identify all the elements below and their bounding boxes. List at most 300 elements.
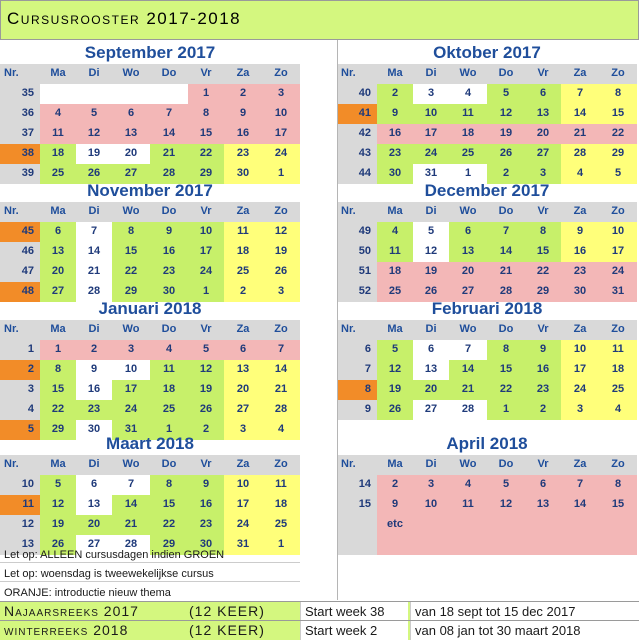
day-cell: 30	[150, 282, 188, 302]
column-header: Do	[487, 202, 525, 222]
day-cell: 18	[377, 262, 413, 282]
day-cell: 22	[599, 124, 637, 144]
day-cell: 20	[525, 124, 561, 144]
day-cell: 12	[188, 360, 224, 380]
day-cell: 9	[76, 360, 112, 380]
day-cell: 16	[150, 242, 188, 262]
week-number: 12	[0, 515, 40, 535]
week-number: 49	[337, 222, 377, 242]
day-cell: 26	[413, 282, 449, 302]
column-header: Di	[76, 455, 112, 475]
column-header: Ma	[377, 455, 413, 475]
column-header: Wo	[112, 320, 150, 340]
day-cell: 15	[599, 495, 637, 515]
day-cell: 14	[487, 242, 525, 262]
column-header: Nr.	[0, 320, 40, 340]
day-cell: 13	[525, 104, 561, 124]
week-number: 10	[0, 475, 40, 495]
day-cell	[76, 84, 112, 104]
day-cell: 20	[449, 262, 487, 282]
day-cell: 21	[76, 262, 112, 282]
day-cell: 20	[413, 380, 449, 400]
day-cell: 6	[40, 222, 76, 242]
day-cell: 15	[112, 242, 150, 262]
week-number: 41	[337, 104, 377, 124]
week-number: 50	[337, 242, 377, 262]
day-cell: 14	[449, 360, 487, 380]
day-cell: 22	[112, 262, 150, 282]
week-number: 15	[337, 495, 377, 515]
day-cell: 11	[224, 222, 262, 242]
month-title: Januari 2018	[98, 299, 202, 318]
column-header: Di	[413, 320, 449, 340]
day-cell: 26	[262, 262, 300, 282]
day-cell: 17	[262, 124, 300, 144]
day-cell: 1	[40, 340, 76, 360]
day-cell: 17	[188, 242, 224, 262]
column-header: Za	[561, 64, 599, 84]
column-header: Nr.	[0, 202, 40, 222]
column-header: Vr	[188, 455, 224, 475]
day-cell: 2	[76, 340, 112, 360]
month-title: November 2017	[87, 181, 213, 200]
day-cell: 5	[487, 84, 525, 104]
day-cell: 14	[112, 495, 150, 515]
day-cell: 4	[377, 222, 413, 242]
week-number: 51	[337, 262, 377, 282]
day-cell: 11	[449, 495, 487, 515]
day-cell: 31	[413, 164, 449, 184]
week-number: 39	[0, 164, 40, 184]
day-cell	[150, 84, 188, 104]
day-cell: 24	[561, 380, 599, 400]
day-cell: 16	[561, 242, 599, 262]
day-cell: 28	[262, 400, 300, 420]
day-cell: 15	[599, 104, 637, 124]
column-header: Nr.	[337, 455, 377, 475]
column-header: Do	[150, 202, 188, 222]
day-cell: 7	[561, 84, 599, 104]
column-header: Vr	[525, 64, 561, 84]
day-cell: 6	[112, 104, 150, 124]
day-cell: 12	[487, 495, 525, 515]
day-cell: 15	[188, 124, 224, 144]
column-header: Do	[150, 320, 188, 340]
day-cell: 5	[487, 475, 525, 495]
day-cell: 26	[76, 164, 112, 184]
column-header: Za	[224, 320, 262, 340]
day-cell: 19	[377, 380, 413, 400]
day-cell	[487, 515, 525, 535]
column-header: Ma	[40, 64, 76, 84]
day-cell: 8	[599, 84, 637, 104]
day-cell: 8	[40, 360, 76, 380]
day-cell: 4	[40, 104, 76, 124]
day-cell: 17	[224, 495, 262, 515]
day-cell: 13	[112, 124, 150, 144]
day-cell: 9	[377, 495, 413, 515]
column-header: Do	[150, 64, 188, 84]
day-cell: 25	[40, 164, 76, 184]
week-number: 46	[0, 242, 40, 262]
day-cell: 22	[150, 515, 188, 535]
day-cell: 26	[188, 400, 224, 420]
day-cell: 7	[262, 340, 300, 360]
column-header: Di	[413, 455, 449, 475]
day-cell: 13	[449, 242, 487, 262]
week-number: 43	[337, 144, 377, 164]
day-cell: 13	[525, 495, 561, 515]
day-cell: 7	[449, 340, 487, 360]
day-cell: 3	[112, 340, 150, 360]
day-cell: 8	[112, 222, 150, 242]
day-cell: 1	[188, 282, 224, 302]
day-cell: 2	[377, 84, 413, 104]
day-cell: 7	[561, 475, 599, 495]
day-cell: 4	[449, 84, 487, 104]
day-cell: 4	[599, 400, 637, 420]
day-cell: 12	[487, 104, 525, 124]
day-cell: 20	[112, 144, 150, 164]
day-cell: 28	[76, 282, 112, 302]
week-number: 47	[0, 262, 40, 282]
series-count: (12 KEER)	[189, 603, 265, 619]
day-cell: 24	[262, 144, 300, 164]
day-cell: 19	[262, 242, 300, 262]
day-cell: 17	[599, 242, 637, 262]
day-cell: 4	[262, 420, 300, 440]
day-cell: 10	[112, 360, 150, 380]
day-cell	[112, 84, 150, 104]
week-number: 7	[337, 360, 377, 380]
day-cell: 26	[40, 535, 76, 555]
day-cell: 1	[262, 164, 300, 184]
day-cell: 12	[413, 242, 449, 262]
column-header: Zo	[262, 455, 300, 475]
day-cell: 2	[487, 164, 525, 184]
day-cell: 10	[262, 104, 300, 124]
day-cell: 25	[150, 400, 188, 420]
week-number: 4	[0, 400, 40, 420]
day-cell: 4	[561, 164, 599, 184]
column-header: Zo	[599, 202, 637, 222]
day-cell: 6	[525, 475, 561, 495]
day-cell: 13	[413, 360, 449, 380]
day-cell: 16	[377, 124, 413, 144]
day-cell: 23	[188, 515, 224, 535]
day-cell: 25	[599, 380, 637, 400]
day-cell: 14	[262, 360, 300, 380]
day-cell: 11	[377, 242, 413, 262]
column-header: Di	[413, 64, 449, 84]
day-cell: 23	[377, 144, 413, 164]
day-cell: 9	[150, 222, 188, 242]
day-cell	[413, 515, 449, 535]
day-cell: 27	[40, 282, 76, 302]
day-cell: 28	[112, 535, 150, 555]
day-cell: 20	[224, 380, 262, 400]
column-header: Wo	[112, 64, 150, 84]
day-cell: 18	[40, 144, 76, 164]
note-wednesday: Let op: woensdag is tweewekelijkse cursus	[0, 564, 300, 582]
day-cell: 12	[40, 495, 76, 515]
day-cell: 23	[150, 262, 188, 282]
column-header: Wo	[449, 64, 487, 84]
day-cell: 6	[449, 222, 487, 242]
day-cell: 10	[599, 222, 637, 242]
day-cell: 14	[561, 495, 599, 515]
column-header: Ma	[377, 202, 413, 222]
month-title: Februari 2018	[431, 299, 543, 318]
day-cell: 28	[449, 400, 487, 420]
column-header: Ma	[40, 320, 76, 340]
day-cell: 11	[449, 104, 487, 124]
day-cell: 9	[188, 475, 224, 495]
day-cell: 15	[150, 495, 188, 515]
series-range: van 18 sept tot 15 dec 2017	[410, 602, 639, 621]
day-cell: 5	[377, 340, 413, 360]
day-cell: 18	[150, 380, 188, 400]
column-header: Zo	[262, 320, 300, 340]
day-cell: 3	[561, 400, 599, 420]
day-cell: 13	[40, 242, 76, 262]
day-cell: 27	[413, 400, 449, 420]
day-cell: 18	[224, 242, 262, 262]
page-title: Cursusrooster 2017-2018	[0, 0, 639, 40]
column-header: Za	[224, 455, 262, 475]
day-cell: 31	[599, 282, 637, 302]
note-orange: ORANJE: introductie nieuw thema	[4, 587, 171, 599]
week-number: 2	[0, 360, 40, 380]
day-cell: 9	[224, 104, 262, 124]
day-cell: 14	[561, 104, 599, 124]
series-range: van 08 jan tot 30 maart 2018	[410, 621, 639, 640]
week-number: 8	[337, 380, 377, 400]
day-cell: 10	[188, 222, 224, 242]
day-cell: 6	[525, 84, 561, 104]
day-cell: 5	[188, 340, 224, 360]
day-cell: 5	[76, 104, 112, 124]
day-cell: 23	[525, 380, 561, 400]
day-cell: 5	[40, 475, 76, 495]
day-cell: 23	[224, 144, 262, 164]
month-title: December 2017	[424, 181, 550, 200]
day-cell: 2	[224, 282, 262, 302]
day-cell: 27	[112, 164, 150, 184]
column-header: Wo	[449, 455, 487, 475]
week-number	[337, 515, 377, 535]
column-header: Vr	[188, 320, 224, 340]
column-header: Do	[487, 455, 525, 475]
week-number: 38	[0, 144, 40, 164]
column-header: Di	[76, 202, 112, 222]
day-cell: 3	[262, 282, 300, 302]
day-cell: 24	[224, 515, 262, 535]
column-header: Vr	[525, 455, 561, 475]
day-cell: 1	[487, 400, 525, 420]
day-cell	[561, 515, 599, 535]
day-cell: 21	[112, 515, 150, 535]
week-number: 48	[0, 282, 40, 302]
day-cell: 3	[224, 420, 262, 440]
column-header: Do	[487, 64, 525, 84]
day-cell	[449, 515, 487, 535]
day-cell: 21	[487, 262, 525, 282]
day-cell: 15	[487, 360, 525, 380]
column-header: Nr.	[0, 64, 40, 84]
week-number: 1	[0, 340, 40, 360]
day-cell: 22	[188, 144, 224, 164]
column-header: Wo	[112, 455, 150, 475]
day-cell: 3	[413, 84, 449, 104]
week-number: 14	[337, 475, 377, 495]
day-cell: 14	[76, 242, 112, 262]
day-cell: 10	[413, 104, 449, 124]
month-title: Maart 2018	[106, 434, 194, 453]
week-number: 37	[0, 124, 40, 144]
day-cell: 8	[150, 475, 188, 495]
month-title: Oktober 2017	[433, 43, 541, 62]
column-header: Zo	[262, 64, 300, 84]
day-cell: 5	[599, 164, 637, 184]
column-header: Za	[561, 202, 599, 222]
day-cell: 12	[76, 124, 112, 144]
day-cell: 2	[525, 400, 561, 420]
day-cell: 27	[525, 144, 561, 164]
column-header: Za	[224, 64, 262, 84]
day-cell: 16	[525, 360, 561, 380]
day-cell	[40, 84, 76, 104]
day-cell: 29	[112, 282, 150, 302]
day-cell: 24	[599, 262, 637, 282]
day-cell: 27	[224, 400, 262, 420]
day-cell: 28	[561, 144, 599, 164]
day-cell: 21	[262, 380, 300, 400]
notes-section	[0, 545, 639, 600]
column-header: Di	[76, 320, 112, 340]
column-header: Za	[561, 455, 599, 475]
day-cell: 19	[76, 144, 112, 164]
day-cell: 22	[525, 262, 561, 282]
day-cell	[525, 515, 561, 535]
day-cell: 8	[188, 104, 224, 124]
week-number: 5	[0, 420, 40, 440]
note-green: Let op: ALLEEN cursusdagen indien GROEN	[0, 545, 300, 563]
day-cell: 4	[449, 475, 487, 495]
day-cell: 27	[449, 282, 487, 302]
month-title: September 2017	[84, 43, 216, 62]
column-header: Nr.	[337, 64, 377, 84]
day-cell: 28	[150, 164, 188, 184]
column-header: Vr	[525, 320, 561, 340]
day-cell: 7	[487, 222, 525, 242]
day-cell: 20	[40, 262, 76, 282]
day-cell: 21	[150, 144, 188, 164]
day-cell: 1	[262, 535, 300, 555]
column-divider	[337, 40, 338, 600]
column-header: Ma	[377, 320, 413, 340]
week-number: 52	[337, 282, 377, 302]
week-number: 9	[337, 400, 377, 420]
series-row-najaar	[0, 601, 639, 620]
column-header: Vr	[525, 202, 561, 222]
series-start: Start week 2	[300, 621, 408, 640]
day-cell: 7	[112, 475, 150, 495]
day-cell: 8	[525, 222, 561, 242]
column-header: Di	[413, 202, 449, 222]
series-count: (12 KEER)	[189, 622, 265, 638]
column-header: Nr.	[0, 455, 40, 475]
day-cell: 19	[487, 124, 525, 144]
day-cell: 17	[561, 360, 599, 380]
day-cell: 10	[413, 495, 449, 515]
series-start: Start week 38	[300, 602, 408, 621]
column-header: Wo	[449, 202, 487, 222]
day-cell: 26	[487, 144, 525, 164]
column-header: Do	[150, 455, 188, 475]
column-header: Nr.	[337, 320, 377, 340]
day-cell: 31	[224, 535, 262, 555]
day-cell: 7	[76, 222, 112, 242]
day-cell: 25	[262, 515, 300, 535]
column-header: Za	[561, 320, 599, 340]
day-cell: 2	[224, 84, 262, 104]
day-cell: 19	[40, 515, 76, 535]
column-header: Wo	[112, 202, 150, 222]
day-cell: 1	[188, 84, 224, 104]
day-cell: 14	[150, 124, 188, 144]
day-cell: 17	[413, 124, 449, 144]
column-header: Ma	[40, 202, 76, 222]
day-cell: 30	[76, 420, 112, 440]
week-number: 13	[0, 535, 40, 555]
series-row-winter	[0, 620, 639, 640]
day-cell: 28	[487, 282, 525, 302]
column-header: Do	[487, 320, 525, 340]
day-cell: 1	[150, 420, 188, 440]
day-cell: 23	[561, 262, 599, 282]
day-cell: 16	[76, 380, 112, 400]
week-number: 36	[0, 104, 40, 124]
column-header: Ma	[377, 64, 413, 84]
day-cell: 9	[377, 104, 413, 124]
week-number: 6	[337, 340, 377, 360]
day-cell: 10	[561, 340, 599, 360]
week-number: 42	[337, 124, 377, 144]
day-cell: 24	[188, 262, 224, 282]
week-number: 11	[0, 495, 40, 515]
day-cell: 11	[262, 475, 300, 495]
day-cell: 11	[150, 360, 188, 380]
day-cell: 6	[413, 340, 449, 360]
day-cell: 29	[599, 144, 637, 164]
day-cell: 13	[224, 360, 262, 380]
week-number: 44	[337, 164, 377, 184]
column-header: Ma	[40, 455, 76, 475]
week-number: 3	[0, 380, 40, 400]
day-cell: 6	[224, 340, 262, 360]
day-cell: 11	[599, 340, 637, 360]
day-cell: 3	[262, 84, 300, 104]
column-header: Vr	[188, 202, 224, 222]
day-cell: 1	[449, 164, 487, 184]
day-cell: 16	[188, 495, 224, 515]
day-cell: 15	[525, 242, 561, 262]
day-cell: 8	[599, 475, 637, 495]
day-cell: 18	[262, 495, 300, 515]
day-cell: 29	[150, 535, 188, 555]
column-header: Zo	[599, 64, 637, 84]
